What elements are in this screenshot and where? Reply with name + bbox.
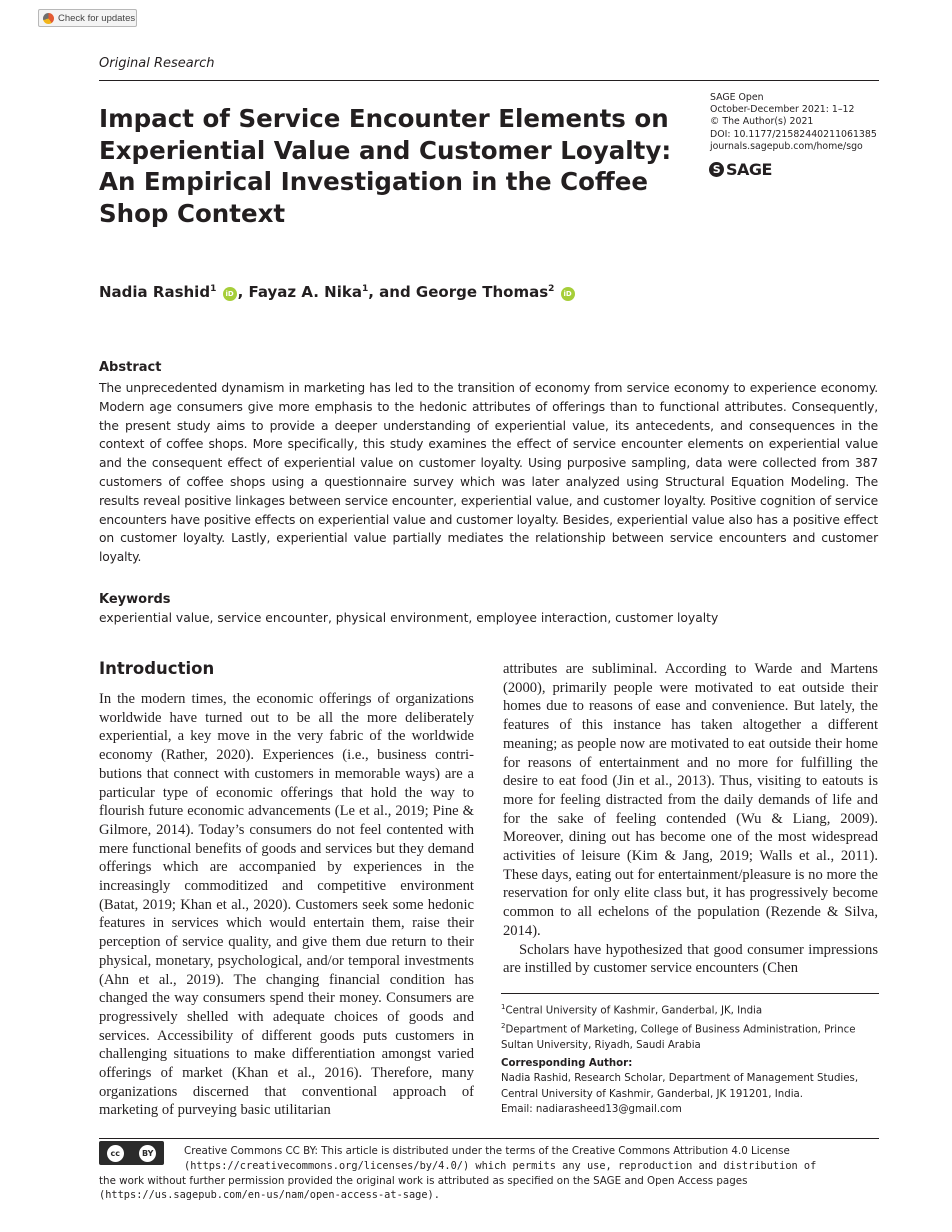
journal-url[interactable]: journals.sagepub.com/home/sgo: [710, 140, 863, 152]
sage-logo: [709, 160, 772, 179]
keywords-text: experiential value, service encounter, physical environment, employee interaction, customer loyalty: [99, 611, 719, 625]
affiliation-number: 2: [501, 1021, 506, 1030]
affiliation-item: [501, 1000, 881, 1019]
abstract-heading: Abstract: [99, 360, 162, 375]
journal-name: SAGE Open: [710, 92, 764, 103]
license-line: the work without further permission provided the original work is attributed as specified on the SAGE and Open Access pages: [99, 1174, 748, 1187]
corresponding-author: [501, 1056, 881, 1118]
sage-logo-icon: S: [709, 162, 724, 177]
author-name: Nadia Rashid: [99, 283, 211, 301]
author-name: George Thomas: [415, 283, 549, 301]
author-name: Fayaz A. Nika: [248, 283, 362, 301]
author-affiliation-mark: 1: [361, 284, 369, 294]
footnote-divider: [501, 993, 879, 994]
check-for-updates-label: Check for updates: [58, 12, 136, 24]
check-for-updates-button[interactable]: [38, 9, 137, 27]
section-label: Original Research: [99, 56, 215, 71]
affiliation-text: Department of Marketing, College of Business Administration, Prince Sultan University, Riyadh, Saudi Arabia: [501, 1024, 856, 1051]
author-separator: ,: [237, 283, 249, 301]
by-icon: BY: [139, 1145, 156, 1162]
introduction-left-column: In the modern times, the economic offerings of organizations worldwide have turned out to be all the more deliberately experiential, a key move in the very fabric of the worldwide economy (Rather, 2020). Experiences (i.e., business contributions that connect with customers in memorable ways) are a particular type of economic offerings that hold the way to flourish future economic advancements (Le et al., 2019; Pine & Gilmore, 2014). Today’s consumers do not feel contented with mere functional benefits of goods and services but they demand offerings which are accompanied by experiences in the increasingly commoditized and competitive environment (Batat, 2019; Khan et al., 2020). Customers seek some hedonic features in services which would entertain them, raise their perception of service quality, and give them due return to their physical, monetary, psychological, and/or temporal investments (Ahn et al., 2019). The changing financial condition has changed the way consumers spend their money. Consumers are progressively shelled with adequate choices of goods and services. Accessibility of different goods puts customers in challenging situations to make differentiation amongst varied offerings of market (Khan et al., 2016). Therefore, many organizations discerned that conventional approach of marketing of purveying basic utilitarian: [99, 691, 474, 1119]
cc-icon: cc: [107, 1145, 124, 1162]
crossmark-icon: [43, 13, 54, 24]
affiliation-text: Central University of Kashmir, Ganderbal, JK, India: [505, 1005, 763, 1017]
affiliations: [501, 1000, 881, 1053]
license-text: [99, 1144, 879, 1203]
keywords-heading: Keywords: [99, 592, 171, 607]
introduction-paragraph: Scholars have hypothesized that good consumer impressions are instilled by customer service encounters (Chen: [503, 941, 878, 977]
author-affiliation-mark: 2: [548, 284, 555, 294]
journal-issue: October-December 2021: 1–12: [710, 104, 855, 116]
journal-meta: [710, 92, 885, 153]
affiliation-number: 1: [501, 1003, 506, 1011]
journal-doi[interactable]: DOI: 10.1177/21582440211061385: [710, 128, 877, 140]
author-affiliation-mark: 1: [210, 284, 217, 294]
corresponding-author-line: Nadia Rashid, Research Scholar, Department of Management Studies,: [501, 1073, 859, 1085]
author-separator: , and: [368, 283, 416, 301]
license-divider: [99, 1138, 879, 1139]
author-list: [99, 283, 576, 301]
corresponding-author-line: Central University of Kashmir, Ganderbal, JK 191201, India.: [501, 1088, 804, 1100]
abstract-text: The unprecedented dynamism in marketing has led to the transition of economy from service economy to experience economy. Modern age consumers give more emphasis to the hedonic attributes of offerings than to functional attributes. Consequently, the present study aims to provide a deeper understanding of experiential value, its antecedents, and consequences in the context of coffee shops. More specifically, this study examines the effect of service encounter elements on experiential value and the consequent effect of experiential value on customer loyalty. Using purposive sampling, data were collected from 387 customers of coffee shops using a questionnaire survey which was later analyzed using Structural Equation Modeling. The results reveal positive linkages between service encounter, experiential value, and customer loyalty. Positive cognition of service encounters have positive effects on experiential value and customer loyalty. Besides, experiential value also has a positive effect on customer loyalty. Lastly, experiential value partially mediates the relationship between service encounters and customer loyalty.: [99, 381, 878, 565]
orcid-icon[interactable]: iD: [561, 287, 575, 301]
affiliation-item: [501, 1019, 881, 1053]
introduction-right-column: [503, 660, 878, 978]
license-line[interactable]: (https://us.sagepub.com/en-us/nam/open-access-at-sage).: [99, 1189, 440, 1202]
journal-copyright: © The Author(s) 2021: [710, 116, 814, 128]
license-line: Creative Commons CC BY: This article is distributed under the terms of the Creative Commons Attribution 4.0 License: [184, 1145, 790, 1157]
sage-logo-text: SAGE: [726, 160, 772, 179]
introduction-paragraph: attributes are subliminal. According to Warde and Martens (2000), primarily people were motivated to eat outside their homes due to reasons of ease and convenience. But lately, the features of this instance has taken altogether a different meaning; as people now are motivated to eat outside their home for reasons of entertainment and no more for fulfilling the desire to eat food (Jin et al., 2013). Thus, visiting to eatouts is more for feeling distracted from the daily demands of life and for the sake of feeling contended (Wu & Liang, 2009). Moreover, dining out has become one of the most widespread activities of leisure (Kim & Jang, 2019; Walls et al., 2011). These days, eating out for entertainment/pleasure is no more the reservation for only elite class but, it has progressively become common to all echelons of the population (Rezende & Silva, 2014).: [503, 661, 878, 939]
license-line[interactable]: (https://creativecommons.org/licenses/by/4.0/) which permits any use, reproduction and distribution of: [184, 1159, 817, 1172]
header-divider: [99, 80, 879, 81]
corresponding-author-heading: Corresponding Author:: [501, 1058, 633, 1069]
article-title: Impact of Service Encounter Elements on Experiential Value and Customer Loyalty: An Empirical Investigation in the Coffee Shop Context: [99, 104, 672, 228]
orcid-icon[interactable]: iD: [223, 287, 237, 301]
corresponding-author-email[interactable]: Email: nadiarasheed13@gmail.com: [501, 1104, 682, 1116]
introduction-heading: Introduction: [99, 659, 215, 678]
